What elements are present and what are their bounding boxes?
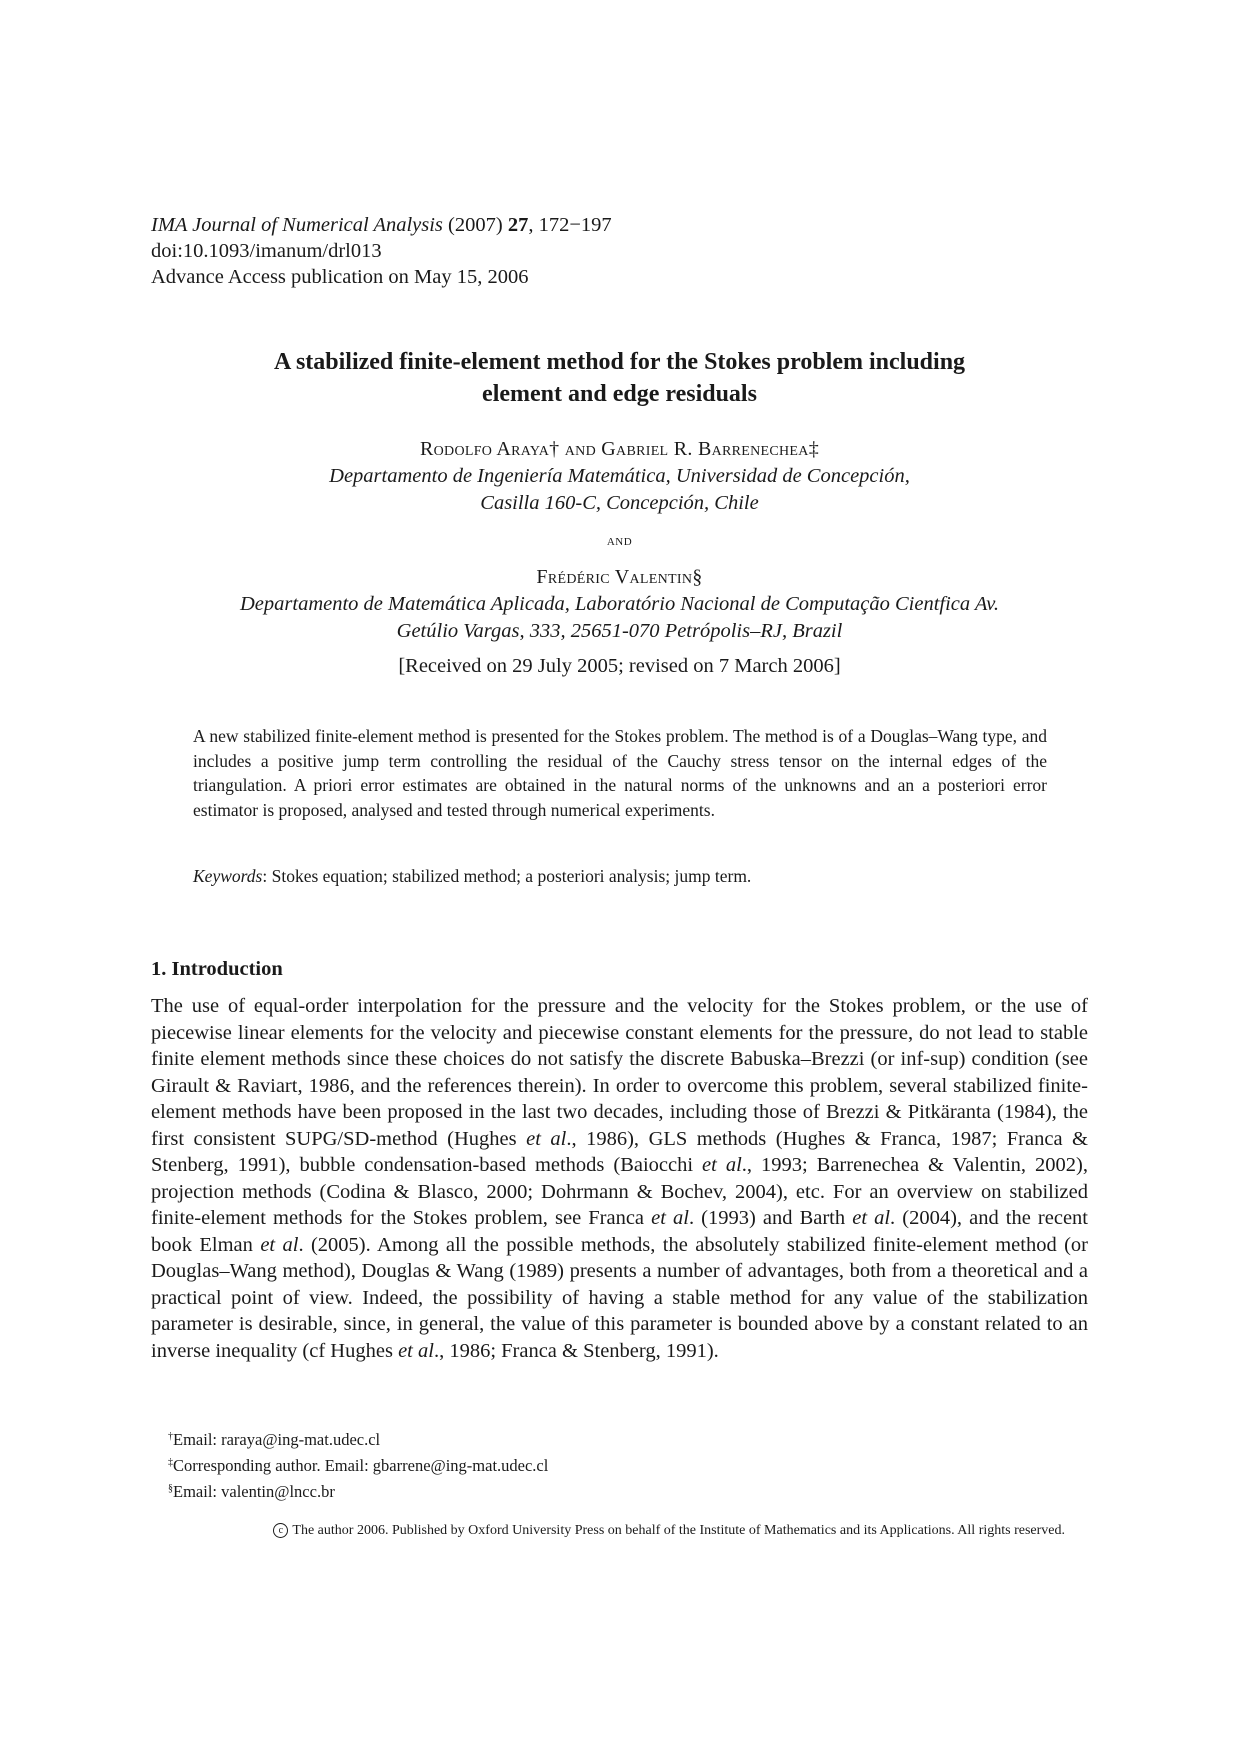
section-heading: 1. Introduction [151, 958, 283, 980]
footnote-text: Corresponding author. Email: gbarrene@ing-mat.udec.cl [173, 1456, 549, 1475]
intro-etal: et al [398, 1339, 434, 1362]
title-line-1: A stabilized finite-element method for the Stokes problem including [273, 349, 966, 375]
journal-name: IMA Journal of Numerical Analysis [151, 214, 443, 236]
introduction-paragraph [151, 993, 1088, 1364]
intro-text: . (2004), and the recent book Elman [151, 1207, 1088, 1256]
author-group-2: Frédéric Valentin§ [536, 566, 703, 588]
intro-text: ., 1993; Barrenechea & Valentin, 2002), projection methods (Codina & Blasco, 2000; Dohrmann & Bochev, 2004), etc. For an overview on stabilized finite-element methods for the Stokes problem, see Franca [151, 1154, 1088, 1229]
intro-text: ., 1986), GLS methods (Hughes & Franca, 1987; Franca & Stenberg, 1991), bubble condensation-based methods (Baiocchi [151, 1127, 1088, 1176]
title-line-2: element and edge residuals [482, 381, 757, 407]
footnote-text: Email: valentin@lncc.br [173, 1482, 335, 1501]
advance-access: Advance Access publication on May 15, 2006 [151, 266, 529, 288]
intro-text: . (1993) and Barth [688, 1207, 853, 1229]
affiliation-2-line-1: Departamento de Matemática Aplicada, Laboratório Nacional de Computação Cientfica Av. [240, 593, 999, 615]
footnotes [168, 1425, 548, 1503]
intro-etal: et al [702, 1154, 742, 1176]
author-group-1: Rodolfo Araya† and Gabriel R. Barrenechea‡ [419, 438, 819, 460]
doi: doi:10.1093/imanum/drl013 [151, 240, 382, 262]
citation-line [151, 212, 612, 238]
affiliation-1-line-2: Casilla 160-C, Concepción, Chile [480, 492, 759, 514]
footnote-text: Email: raraya@ing-mat.udec.cl [173, 1430, 381, 1449]
footnote [168, 1425, 548, 1451]
intro-etal: et al [651, 1207, 689, 1229]
footnote [168, 1477, 548, 1503]
affiliation-1-line-1: Departamento de Ingeniería Matemática, Universidad de Concepción, [329, 465, 910, 487]
received-dates: [Received on 29 July 2005; revised on 7 March 2006] [398, 655, 841, 677]
copyright-text: The author 2006. Published by Oxford University Press on behalf of the Institute of Mathematics and its Applications. All rights reserved. [292, 1523, 1065, 1538]
intro-text: . (2005). Among all the possible methods, the absolutely stabilized finite-element method (or Douglas–Wang method), Douglas & Wang (1989) presents a number of advantages, both from a theoretical and a practical point of view. Indeed, the possibility of having a stable method for any value of the stabilization parameter is desirable, since, in general, the value of this parameter is bounded above by a constant related to an inverse inequality (cf Hughes [151, 1233, 1089, 1362]
copyright-notice [210, 1521, 1065, 1541]
keywords-text: : Stokes equation; stabilized method; a posteriori analysis; jump term. [262, 866, 752, 886]
intro-etal: et al [852, 1207, 891, 1229]
keywords-label: Keywords [193, 866, 263, 886]
footnote-mark: ‡ [168, 1457, 173, 1468]
and-separator: and [606, 532, 633, 549]
journal-year: (2007) [448, 214, 503, 236]
copyright-icon: c [273, 1523, 288, 1538]
keywords [193, 864, 1047, 888]
journal-volume: 27 [507, 214, 529, 236]
abstract: A new stabilized finite-element method is presented for the Stokes problem. The method is of a Douglas–Wang type, and includes a positive jump term controlling the residual of the Cauchy stress tensor on the internal edges of the triangulation. A priori error estimates are obtained in the natural norms of the unknowns and an a posteriori error estimator is proposed, analysed and tested through numerical experiments. [193, 726, 1047, 820]
footnote [168, 1451, 548, 1477]
paper-title [151, 346, 1088, 410]
journal-pages: , 172−197 [528, 214, 612, 236]
authors-block [151, 436, 1088, 680]
affiliation-2-line-2: Getúlio Vargas, 333, 25651-070 Petrópolis–RJ, Brazil [396, 620, 843, 642]
intro-text: ., 1986; Franca & Stenberg, 1991). [433, 1339, 719, 1362]
journal-header [151, 212, 612, 290]
intro-etal: et al [260, 1233, 299, 1256]
intro-text: The use of equal-order interpolation for the pressure and the velocity for the Stokes problem, or the use of piecewise linear elements for the velocity and piecewise constant elements for the pressure, do not lead to stable finite element methods since these choices do not satisfy the discrete Babuska–Brezzi (or inf-sup) condition (see Girault & Raviart, 1986, and the references therein). In order to overcome this problem, several stabilized finite-element methods have been proposed in the last two decades, including those of Brezzi & Pitkäranta (1984), the first consistent SUPG/SD-method (Hughes [151, 995, 1088, 1150]
footnote-mark: § [168, 1483, 173, 1494]
intro-etal: et al [526, 1127, 567, 1150]
footnote-mark: † [168, 1431, 173, 1442]
